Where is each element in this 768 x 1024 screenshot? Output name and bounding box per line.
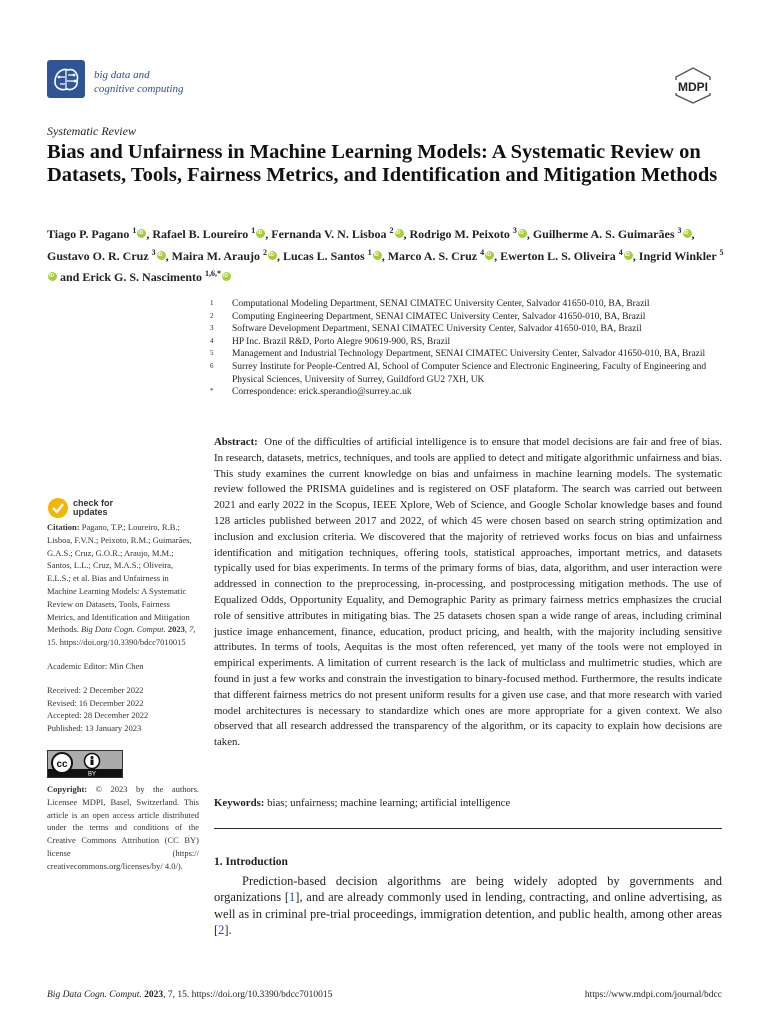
author-affiliation-number: 3 [512, 226, 517, 235]
orcid-icon[interactable] [256, 229, 265, 238]
author-name: Erick G. S. Nascimento [82, 270, 203, 284]
journal-logo [47, 60, 85, 98]
footer-journal-url[interactable]: https://www.mdpi.com/journal/bdcc [584, 990, 722, 1000]
academic-editor: Academic Editor: Min Chen [47, 660, 144, 671]
author-name: Ingrid Winkler [638, 248, 717, 263]
sidebar [47, 521, 199, 873]
footer-citation: Big Data Cogn. Comput. 2023, 7, 15. https://doi.org/10.3390/bdcc7010015 [47, 990, 333, 1000]
author-name: Rodrigo M. Peixoto [409, 227, 510, 241]
author-name: Tiago P. Pagano [47, 227, 130, 241]
citation-doi-link[interactable]: https://doi.org/10.3390/bdcc7010015 [59, 637, 186, 648]
section-heading: 1. Introduction [214, 856, 288, 868]
revised-date: Revised: 16 December 2022 [47, 697, 144, 708]
authors-and: and [60, 270, 80, 284]
cc-by-label: BY [87, 771, 97, 777]
updates-line1: check for [73, 497, 114, 508]
svg-text:cc: cc [56, 758, 68, 770]
affiliation-number: * [210, 387, 214, 396]
author-affiliation-number: 3 [677, 226, 682, 235]
affiliation-text: Surrey Institute for People-Centred AI, School of Computer Science and Electronic Engineering, Faculty of Engineering and Physical Sciences, University of Surrey, Guildford GU2 7XH, UK [232, 361, 707, 385]
author-affiliation-number: 1 [251, 226, 256, 235]
orcid-icon[interactable] [268, 251, 277, 260]
affiliation-text: HP Inc. Brazil R&D, Porto Alegre 90619-900, RS, Brazil [232, 336, 451, 347]
affiliation-number: 1 [210, 299, 214, 307]
author-affiliation-number: 4 [480, 247, 485, 257]
author-name: Maira M. Araujo [171, 248, 260, 263]
affiliation-item [210, 323, 730, 336]
cc-by-license-badge[interactable] [47, 750, 123, 778]
article-title: Bias and Unfairness in Machine Learning Models: A Systematic Review on Datasets, Tools, Fairness Metrics, and Identification and Mitigation Methods [47, 141, 718, 186]
affiliation-text: Computing Engineering Department, SENAI CIMATEC University Center, Salvador 41650-010, BA, Brazil [232, 311, 646, 322]
affiliation-number: 5 [210, 349, 214, 358]
abstract-text: One of the difficulties of artificial intelligence is to ensure that model decisions are fair and free of bias. In research, datasets, metrics, techniques, and tools are applied to detect and mitigate algorithmic unfairness and bias. This study examines the current knowledge on bias and unfairness in machine learning models. The systematic review followed the PRISMA guidelines and is registered on OSF plataform. The search was carried out between 2021 and early 2022 in the Scopus, IEEE Xplore, Web of Science, and Google Scholar knowledge bases and found 128 articles published between 2017 and 2022, of which 45 were chosen based on search string optimization and inclusion and exclusion criteria. We discovered that the majority of retrieved works focus on bias and unfairness identification and mitigation techniques, offering tools, statistical approaches, important metrics, and datasets typically used for bias experiments. In terms of the primary forms of bias, data, algorithm, and user interaction were addressed in connection to the preprocessing, in-processing, and postprocessing mitigation methods. The use of Equalized Odds, Opportunity Equality, and Demographic Parity as primary fairness metrics emphasizes the crucial role of sensitive attributes in mitigating bias. The 25 datasets chosen span a wide range of areas, including criminal justice image enhancement, finance, education, product pricing, and health, with the majority including sensitive attributes. In terms of tools, Aequitas is the most often referenced, yet many of the tools were not employed in empirical experiments. A limitation of current research is the lack of multiclass and multimetric studies, which are found in just a few works and constrain the investigation to binary-focused method. Furthermore, the results indicate that different fairness metrics do not present uniform results for a given use case, and that more research with varied model architectures is necessary to standardize which ones are more appropriate for a given context. We also observed that all research addressed the transparency of the algorithm, or its capacity to explain how decisions are taken. [214, 436, 722, 749]
author-affiliation-number: 4 [618, 247, 623, 257]
affiliation-item [210, 311, 730, 324]
affiliation-number: 6 [210, 361, 214, 370]
author-affiliation-number: 2 [262, 247, 267, 257]
orcid-icon[interactable] [48, 272, 57, 281]
affiliations [210, 298, 730, 399]
svg-text:MDPI: MDPI [678, 80, 708, 94]
affiliation-item [210, 336, 730, 349]
author-list: Tiago P. Pagano $^1$iD , Rafael B. Loureiro $^1$iD , Fernanda V. N. Lisboa $^2$iD , Rodrigo M. Peixoto $^3$iD , Guilherme A. S. Guimarães $^3$iD , Gustavo O. R. Cruz $^3$iD , Maira M. Araujo $^2$iD , Lucas L. Santos $^1$iD , Marco A. S. Cruz $^4$iD , Ewerton L. S. Oliveira $^4$iD , Ingrid Winkler $^5$iD and Erick G. S. Nascimento $^{1,6,*}$iD [47, 222, 727, 287]
affiliation-item [210, 298, 730, 311]
orcid-icon[interactable] [157, 251, 166, 260]
author-name: Marco A. S. Cruz [387, 248, 478, 263]
citation-link[interactable]: 1 [289, 890, 296, 905]
article-type: Systematic Review [47, 124, 136, 138]
check-updates-icon [47, 497, 69, 519]
orcid-icon[interactable] [395, 229, 404, 238]
affiliation-text: Computational Modeling Department, SENAI CIMATEC University Center, Salvador 41650-010, BA, Brazil [232, 299, 650, 309]
copyright: Copyright: © 2023 by the authors. Licensee MDPI, Basel, Switzerland. This article is an open access article distributed under the terms and conditions of the Creative Commons Attribution (CC BY) license (https:// creativecommons.org/licenses/by/ 4.0/). [47, 783, 200, 871]
check-for-updates-badge[interactable] [47, 497, 113, 519]
citation-link[interactable]: 2 [218, 923, 225, 938]
author-affiliation-number: 1,6,* [205, 269, 222, 278]
orcid-icon[interactable] [518, 229, 527, 238]
abstract [214, 435, 722, 751]
accepted-date: Accepted: 28 December 2022 [47, 710, 149, 721]
keywords: Keywords: bias; unfairness; machine learning; artificial intelligence [214, 797, 511, 809]
introduction-paragraph: Prediction-based decision algorithms are being widely adopted by governments and organizations [1], and are already commonly used in lending, contracting, and online advertising, as well as in criminal pre-trial proceedings, immigration detention, and public health, among other areas [2]. [214, 874, 722, 938]
affiliation-number: 2 [210, 311, 214, 320]
published-date: Published: 13 January 2023 [47, 723, 142, 734]
orcid-icon[interactable] [485, 251, 494, 260]
author-name: Ewerton L. S. Oliveira [500, 248, 616, 263]
orcid-icon[interactable] [624, 251, 633, 260]
affiliation-item [210, 386, 730, 399]
received-date: Received: 2 December 2022 [47, 684, 144, 695]
journal-name: big data and cognitive computing [94, 69, 184, 95]
orcid-icon[interactable] [683, 229, 692, 238]
author-affiliation-number: 2 [389, 226, 394, 235]
section-divider [214, 828, 722, 829]
affiliation-text: Software Development Department, SENAI CIMATEC University Center, Salvador 41650-010, BA, Brazil [232, 324, 642, 335]
author-name: Gustavo O. R. Cruz [47, 248, 149, 263]
author-name: Fernanda V. N. Lisboa [271, 227, 387, 241]
affiliation-number: 4 [210, 336, 214, 345]
author-affiliation-number: 3 [151, 247, 156, 257]
abstract-label: Abstract: [214, 436, 258, 448]
author-affiliation-number: 5 [719, 247, 724, 257]
orcid-icon[interactable] [373, 251, 382, 260]
affiliation-item [210, 348, 730, 361]
author-name: Lucas L. Santos [282, 248, 365, 263]
citation: Citation: Pagano, T.P.; Loureiro, R.B.; Lisboa, F.V.N.; Peixoto, R.M.; Guimarães, G.A.S.; Cruz, G.O.R.; Araujo, M.M.; Santos, L.L.; Cruz, M.A.S.; Oliveira, E.L.S.; et al. Bias and Unfairness in Machine Learning Models: A Systematic Review on Datasets, Tools, Fairness Metrics, and Identification and Mitigation Methods. Big Data Cogn. Comput. 2023, 7, 15. https://doi.org/10.3390/bdcc7010015 [47, 522, 196, 648]
updates-line2: updates [73, 507, 108, 517]
mdpi-logo [664, 66, 722, 104]
author-name: Guilherme A. S. Guimarães [532, 227, 675, 241]
author-affiliation-number: 1 [132, 226, 137, 235]
affiliation-item [210, 361, 730, 386]
author-name: Rafael B. Loureiro [152, 227, 249, 241]
affiliation-text[interactable]: Correspondence: erick.sperandio@surrey.ac.uk [232, 387, 412, 398]
author-affiliation-number: 1 [367, 247, 372, 257]
orcid-icon[interactable] [137, 229, 146, 238]
orcid-icon[interactable] [222, 272, 231, 281]
affiliation-text: Management and Industrial Technology Department, SENAI CIMATEC University Center, Salvador 41650-010, BA, Brazil [232, 349, 706, 360]
affiliation-number: 3 [210, 324, 214, 333]
